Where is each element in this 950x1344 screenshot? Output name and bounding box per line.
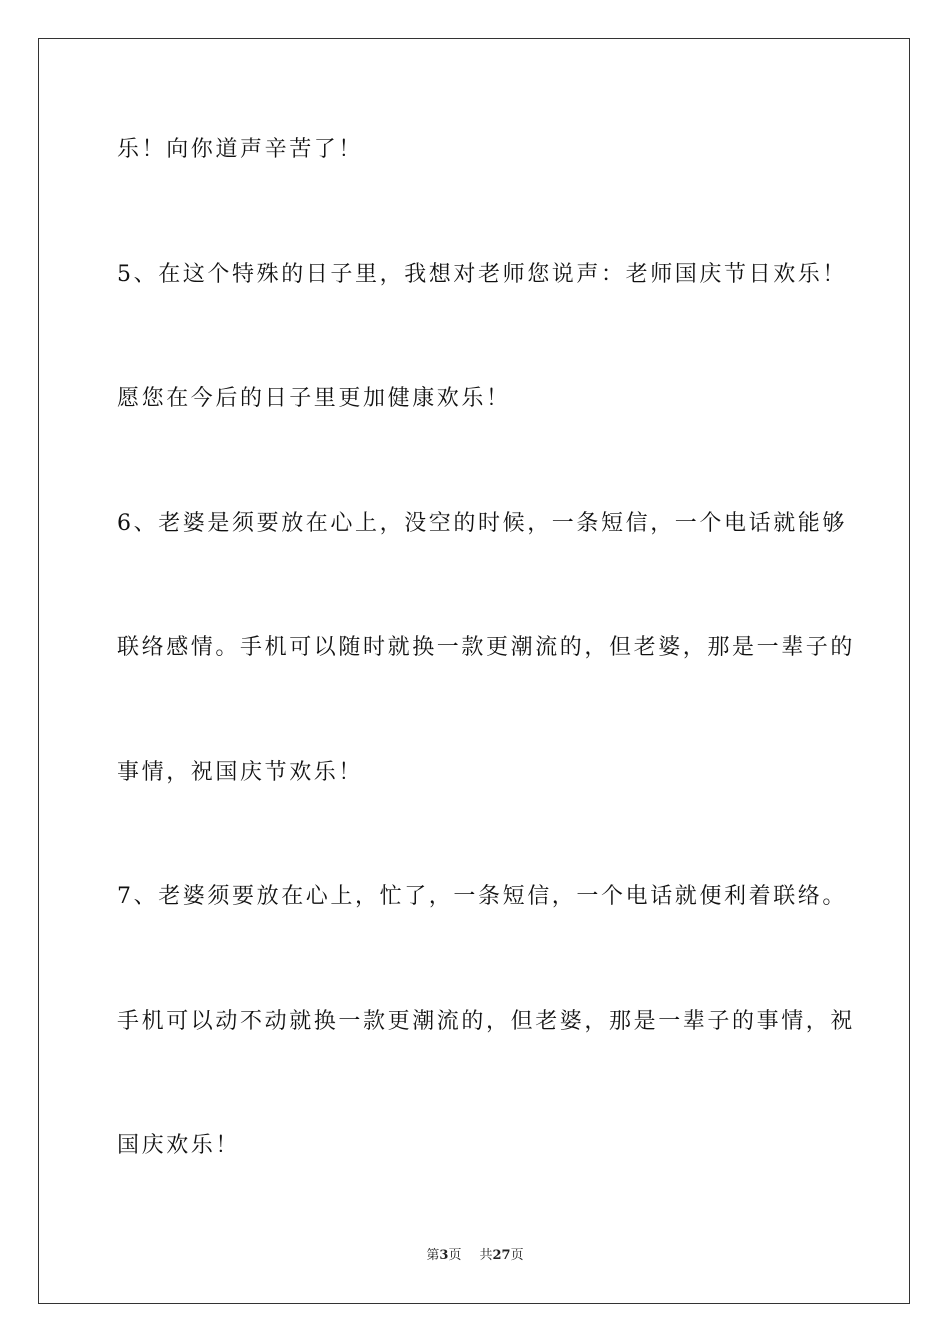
text-line-5: 联络感情。手机可以随时就换一款更潮流的，但老婆，那是一辈子的 [117,635,856,660]
page-prefix: 第 [426,1248,440,1263]
text-line-9: 国庆欢乐！ [117,1133,241,1158]
text-line-1: 乐！向你道声辛苦了！ [117,137,364,162]
total-pages: 27 [492,1248,511,1263]
text-line-3: 愿您在今后的日子里更加健康欢乐！ [117,386,511,411]
text-line-2: 5、在这个特殊的日子里，我想对老师您说声：老师国庆节日欢乐！ [117,262,847,287]
total-suffix: 页 [510,1248,524,1263]
page-suffix: 页 [448,1248,462,1263]
page-number: 3 [439,1248,449,1263]
text-line-6: 事情，祝国庆节欢乐！ [117,760,364,785]
page-footer [0,1248,950,1264]
text-line-8: 手机可以动不动就换一款更潮流的，但老婆，那是一辈子的事情，祝 [117,1009,856,1034]
page-border [38,38,910,1304]
total-prefix: 共 [479,1248,493,1263]
text-line-4: 6、老婆是须要放在心上，没空的时候，一条短信，一个电话就能够 [117,511,847,536]
text-line-7: 7、老婆须要放在心上，忙了，一条短信，一个电话就便利着联络。 [117,884,847,909]
